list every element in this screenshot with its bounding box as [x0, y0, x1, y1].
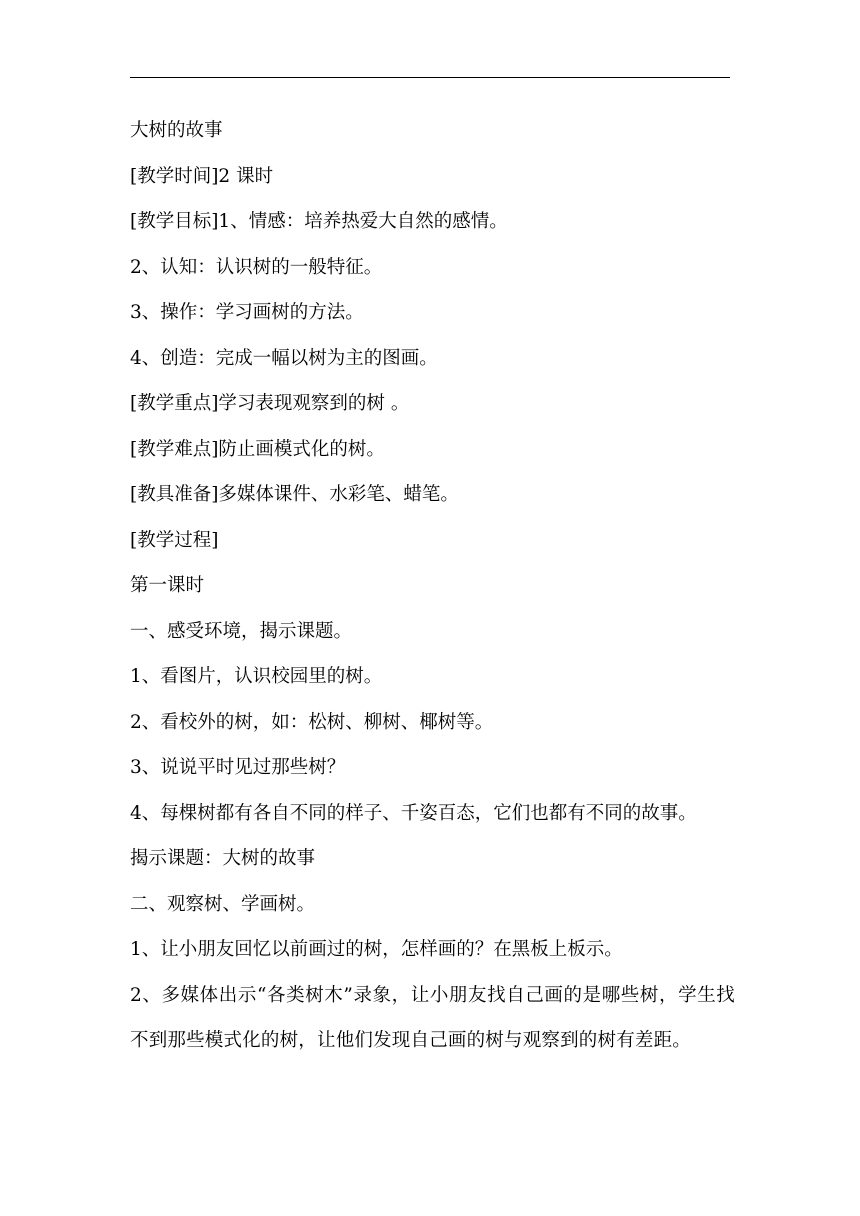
list-item: 4、每棵树都有各自不同的样子、千姿百态，它们也都有不同的故事。 [130, 802, 697, 824]
list-item: 3、说说平时见过那些树？ [130, 757, 346, 778]
paragraph-goal-creation: 4、创造：完成一幅以树为主的图画。 [130, 347, 438, 369]
paragraph-goal-cognition: 2、认知：认识树的一般特征。 [130, 256, 383, 278]
header-rule [130, 77, 730, 78]
list-item-multiline: 2、多媒体出示“各类树木”录象，让小朋友找自己画的是哪些树，学生找不到那些模式化的树，让他们发现自己画的树与观察到的树有差距。 [130, 984, 735, 1051]
paragraph-teaching-goal: [教学目标]1、情感：培养热爱大自然的感情。 [130, 211, 508, 232]
paragraph-reveal-topic: 揭示课题：大树的故事 [130, 848, 316, 869]
section-heading-two: 二、观察树、学画树。 [130, 893, 316, 915]
paragraph-first-lesson: 第一课时 [130, 575, 205, 596]
paragraph-teaching-time: [教学时间]2 课时 [130, 165, 274, 187]
paragraph-process-heading: [教学过程] [130, 529, 219, 551]
paragraph-goal-operation: 3、操作：学习画树的方法。 [130, 302, 364, 323]
section-heading-one: 一、感受环境，揭示课题。 [130, 620, 353, 642]
list-item: 1、看图片，认识校园里的树。 [130, 666, 383, 687]
paragraph-key-point: [教学重点]学习表现观察到的树 。 [130, 393, 410, 414]
list-item: 2、看校外的树，如：松树、柳树、椰树等。 [130, 711, 494, 733]
paragraph-materials: [教具准备]多媒体课件、水彩笔、蜡笔。 [130, 484, 459, 505]
paragraph-difficulty: [教学难点]防止画模式化的树。 [130, 438, 385, 460]
document-body [130, 108, 735, 1064]
document-title: 大树的故事 [130, 120, 223, 141]
list-item: 1、让小朋友回忆以前画过的树，怎样画的？在黑板上板示。 [130, 939, 623, 960]
